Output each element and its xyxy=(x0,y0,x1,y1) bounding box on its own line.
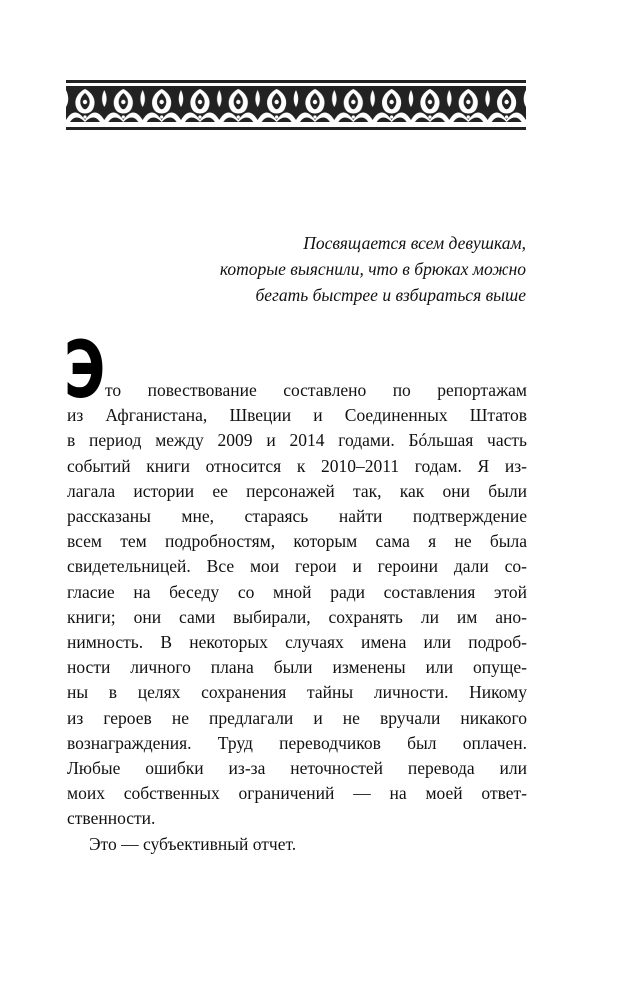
body-line: вознаграждения. Труд переводчиков был оплачен. xyxy=(67,732,527,753)
body-line: всем тем подробностям, которым сама я не была xyxy=(67,531,527,552)
closing-line: Это — субъективный отчет. xyxy=(89,833,297,854)
body-line: книги; они сами выбирали, сохранять ли им ано- xyxy=(67,606,527,627)
dedication-line: бегать быстрее и взбираться выше xyxy=(255,285,526,305)
body-line: в период между 2009 и 2014 годами. Бóльшая часть xyxy=(67,430,527,451)
body-line: рассказаны мне, стараясь найти подтверждение xyxy=(67,506,527,527)
body-line: то повествование составлено по репортажам xyxy=(105,380,527,400)
dedication-line: которые выяснили, что в брюках можно xyxy=(219,259,526,279)
body-text xyxy=(67,378,527,857)
body-line: из Афганистана, Швеции и Соединенных Штатов xyxy=(67,405,527,426)
ornamental-header-border xyxy=(66,80,526,130)
dedication-line: Посвящается всем девушкам, xyxy=(303,233,526,253)
body-line: событий книги относится к 2010–2011 годам. Я из- xyxy=(67,455,527,476)
dedication xyxy=(126,230,526,308)
body-line: лагала истории ее персонажей так, как они были xyxy=(67,480,527,501)
body-line: ны в целях сохранения тайны личности. Никому xyxy=(67,682,527,703)
drop-cap: Э xyxy=(64,326,106,416)
body-line: из героев не предлагали и не вручали никакого xyxy=(67,707,527,728)
body-line: ственности. xyxy=(67,808,156,829)
body-line: нимность. В некоторых случаях имена или подроб- xyxy=(67,632,527,653)
body-line: свидетельницей. Все мои герои и героини дали со- xyxy=(67,556,527,577)
body-line: моих собственных ограничений — на моей ответ- xyxy=(67,783,527,804)
body-line: гласие на беседу со мной ради составления этой xyxy=(67,581,527,602)
body-line: Любые ошибки из-за неточностей перевода или xyxy=(67,758,527,779)
body-line: ности личного плана были изменены или опуще- xyxy=(67,657,527,678)
